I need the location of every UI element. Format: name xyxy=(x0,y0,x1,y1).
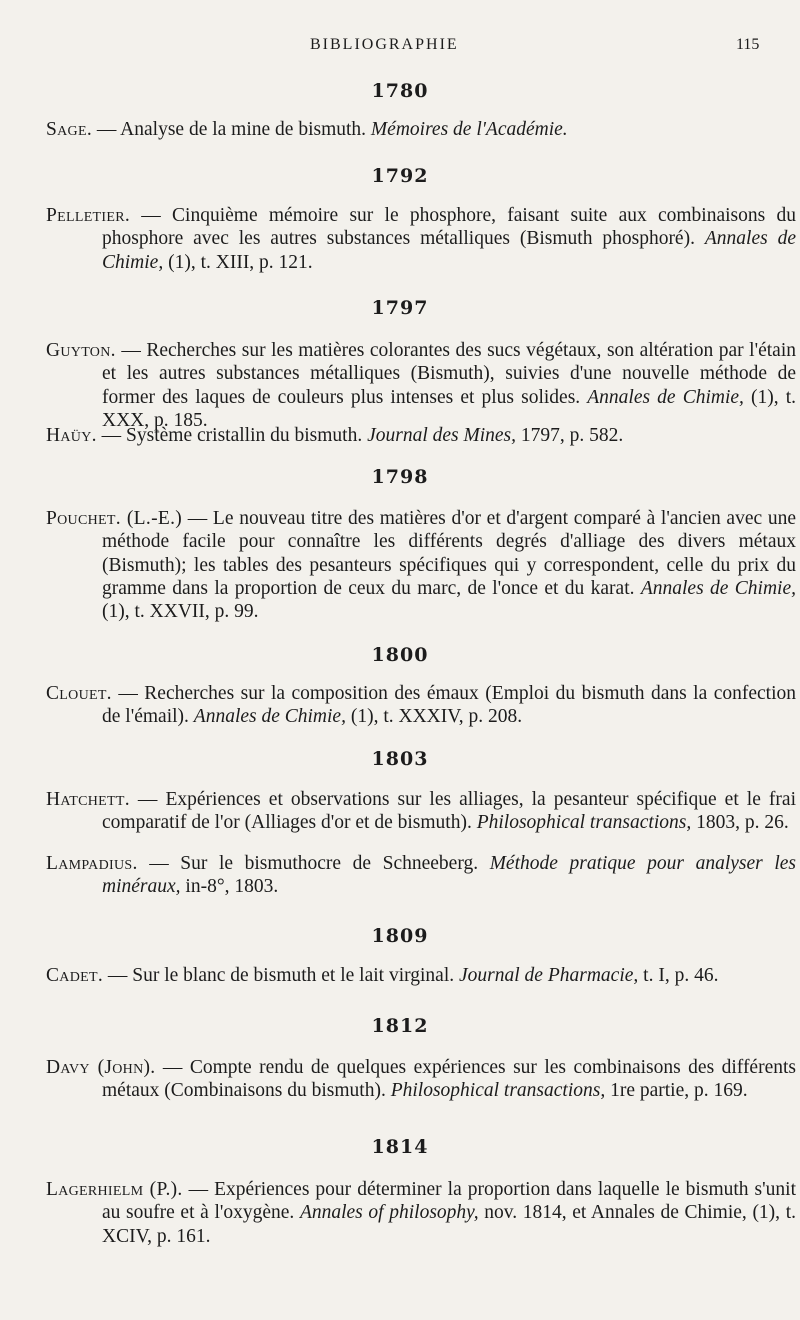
bibliography-entry xyxy=(46,1056,796,1103)
year-heading: 1812 xyxy=(371,1015,429,1037)
running-header xyxy=(0,36,800,60)
year-heading: 1798 xyxy=(371,466,429,488)
entry-author: Guyton. xyxy=(46,340,116,361)
entry-rest: (1), t. XXX, p. 185. xyxy=(102,386,797,431)
entry-rest: nov. 1814, et Annales de Chimie, (1), t. XCIV, p. 161. xyxy=(102,1202,796,1247)
year-heading: 1797 xyxy=(371,297,429,319)
entry-text: — Sur le blanc de bismuth et le lait virginal. xyxy=(103,965,460,986)
bibliography-entry xyxy=(46,682,796,729)
entry-source: Mémoires de l'Académie. xyxy=(370,119,568,140)
entry-author: Pouchet. (L.-E.) xyxy=(46,508,183,529)
entry-source: Journal des Mines, xyxy=(367,425,517,446)
entry-author: Haüy. xyxy=(46,425,97,446)
entry-source: Journal de Pharmacie, xyxy=(459,965,639,986)
entry-rest: t. I, p. 46. xyxy=(638,965,719,986)
entry-rest: in-8°, 1803. xyxy=(180,876,279,898)
page-number: 115 xyxy=(736,36,760,53)
entry-source: Annales de Chimie, xyxy=(587,386,744,408)
bibliography-entry xyxy=(46,424,796,447)
entry-text: — Expériences pour déterminer la proportion dans laquelle le bismuth s'unit au soufre et à l'oxygène. xyxy=(102,1179,796,1224)
year-heading: 1803 xyxy=(371,748,429,770)
entry-text: — Le nouveau titre des matières d'or et d'argent comparé à l'ancien avec une méthode facile pour connaître les différents degrés d'alliage des divers métaux (Bismuth); les tables des pesanteurs spécifiques qui y correspondent, celle du prix du gramme dans la proportion de ceux du marc, de l'once et du karat. xyxy=(102,508,796,599)
entry-author: Hatchett. xyxy=(46,789,130,810)
entry-author: Davy (John). xyxy=(46,1057,156,1078)
entry-rest: 1re partie, p. 169. xyxy=(605,1080,748,1102)
entry-rest: 1803, p. 26. xyxy=(691,812,789,834)
entry-source: Annales de Chimie, xyxy=(193,706,346,728)
entry-author: Lagerhielm (P.). xyxy=(46,1179,183,1200)
entry-rest: 1797, p. 582. xyxy=(516,425,624,446)
entry-author: Cadet. xyxy=(46,965,104,986)
bibliography-entry xyxy=(46,788,796,835)
year-heading: 1792 xyxy=(371,165,429,187)
bibliography-entry xyxy=(46,339,796,432)
entry-source: Annales de Chimie, xyxy=(102,228,796,273)
entry-source: Annales of philosophy, xyxy=(299,1202,479,1224)
entry-rest: (1), t. XXXIV, p. 208. xyxy=(345,706,523,728)
header-title: BIBLIOGRAPHIE xyxy=(310,36,459,53)
entry-text: — Cinquième mémoire sur le phosphore, faisant suite aux combinaisons du phosphore avec les autres substances métalliques (Bismuth phosphoré). xyxy=(102,205,796,250)
year-heading: 1809 xyxy=(371,925,429,947)
entry-author: Lampadius. xyxy=(46,853,138,874)
entry-source: Philosophical transactions, xyxy=(476,812,692,834)
entry-rest: (1), t. XXVII, p. 99. xyxy=(102,601,259,623)
entry-text: — Sur le bismuthocre de Schneeberg. xyxy=(137,853,490,874)
entry-author: Pelletier. xyxy=(46,205,131,226)
year-heading: 1814 xyxy=(371,1136,429,1158)
entry-author: Clouet. xyxy=(46,683,112,704)
bibliography-entry xyxy=(46,507,796,623)
entry-text: — Système cristallin du bismuth. xyxy=(96,425,368,446)
bibliography-entry xyxy=(46,964,796,987)
entry-source: Annales de Chimie, xyxy=(640,577,796,599)
entry-text: — Analyse de la mine de bismuth. xyxy=(92,119,371,140)
entry-source: Méthode pratique pour analyser les minéraux, xyxy=(102,853,796,898)
bibliography-entry xyxy=(46,852,796,899)
year-heading: 1800 xyxy=(371,644,429,666)
entry-text: — Expériences et observations sur les alliages, la pesanteur spécifique et le frai comparatif de l'or (Alliages d'or et de bismuth). xyxy=(102,789,796,834)
entry-source: Philosophical transactions, xyxy=(390,1080,606,1102)
year-heading: 1780 xyxy=(371,80,429,102)
entry-text: — Recherches sur la composition des émaux (Emploi du bismuth dans la confection de l'émail). xyxy=(102,683,796,728)
bibliography-entry xyxy=(46,1178,796,1248)
entry-text: — Recherches sur les matières colorantes des sucs végétaux, son altération par l'étain et les autres substances métalliques (Bismuth), suivies d'une nouvelle méthode de former des laques de couleurs plus intenses et plus solides. xyxy=(102,340,796,408)
entry-rest: (1), t. XIII, p. 121. xyxy=(163,251,313,273)
bibliography-entry xyxy=(46,204,796,274)
entry-text: — Compte rendu de quelques expériences sur les combinaisons des différents métaux (Combinaisons du bismuth). xyxy=(102,1057,796,1102)
bibliography-entry xyxy=(46,118,796,141)
entry-author: Sage. xyxy=(46,119,92,140)
